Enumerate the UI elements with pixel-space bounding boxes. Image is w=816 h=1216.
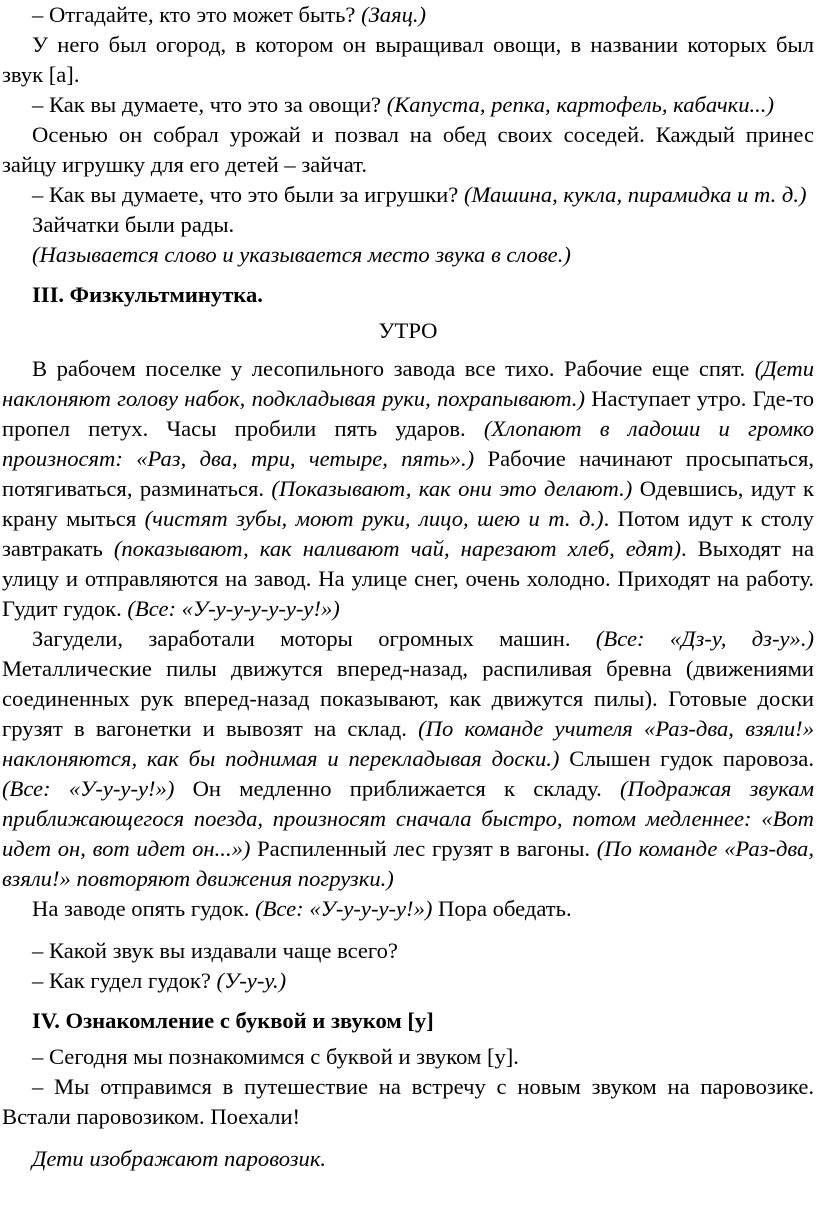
paragraph-riddle: – Отгадайте, кто это может быть? (Заяц.) xyxy=(32,2,427,27)
italic-run: (Все: «У-у-у-у-у-у-у!») xyxy=(127,596,340,621)
text-run: Он медленно приближается к складу. xyxy=(174,776,620,801)
paragraph-instruction: (Называется слово и указывается место звука в слове.) xyxy=(32,242,571,267)
story-paragraph-2 xyxy=(2,624,814,894)
text-run: Слышен гудок паровоза. xyxy=(559,746,814,771)
text-run: В рабочем поселке у лесопильного завода все тихо. Рабочие еще спят. xyxy=(32,356,755,381)
text-run: Загудели, заработали моторы огромных машин. xyxy=(32,626,596,651)
text-run: . Потом идут к столу завтракать xyxy=(2,506,814,561)
text-run: Металлические пилы движутся вперед-назад, распиливая бревна (движениями соединенных рук вперед-назад показывают, как движутся пилы). Готовые доски грузят в вагонетки и вывозят на склад. xyxy=(2,656,814,741)
italic-run: (По команде «Раз-два, взяли!» повторяют движения погрузки.) xyxy=(2,836,815,891)
story-title: УТРО xyxy=(378,318,438,343)
section-heading-3: III. Физкультминутка. xyxy=(32,282,263,307)
text-run: Одевшись, идут к крану мыться xyxy=(2,476,814,531)
teacher-line-1: – Сегодня мы познакомимся с буквой и звуком [у]. xyxy=(32,1044,519,1069)
paragraph-toys: – Как вы думаете, что это были за игрушки? (Машина, кукла, пирамидка и т. д.) xyxy=(32,182,807,207)
teacher-line-2: – Мы отправимся в путешествие на встречу с новым звуком на паровозике. Встали паровозиком. Поехали! xyxy=(2,1074,814,1129)
italic-run: (Показывают, как они это делают.) xyxy=(271,476,633,501)
stage-direction: Дети изображают паровозик. xyxy=(32,1146,327,1171)
italic-run: (Все: «Дз-у, дз-у».) xyxy=(595,626,815,651)
italic-run: (По команде учителя «Раз-два, взяли!» наклоняются, как бы поднимая и перекладывая доски.) xyxy=(2,716,814,771)
section-heading-4: IV. Ознакомление с буквой и звуком [у] xyxy=(32,1008,434,1033)
text-run: Распиленный лес грузят в вагоны. xyxy=(250,836,597,861)
paragraph-vegetables: – Как вы думаете, что это за овощи? (Капуста, репка, картофель, кабачки...) xyxy=(32,92,774,117)
italic-run: (Все: «У-у-у-у!») xyxy=(2,776,175,801)
italic-run: (Все: «У-у-у-у-у!») xyxy=(255,896,433,921)
italic-run: (Хлопают в ладоши и громко произносят: «Раз, два, три, четыре, пять».) xyxy=(2,416,815,471)
italic-run: (Дети наклоняют голову набок, подкладывая руки, похрапывают.) xyxy=(2,356,814,411)
text-run: На заводе опять гудок. xyxy=(32,896,256,921)
paragraph-happy: Зайчатки были рады. xyxy=(32,212,235,237)
paragraph-garden: У него был огород, в котором он выращивал овощи, в названии которых был звук [а]. xyxy=(2,32,814,87)
story-paragraph-3 xyxy=(2,894,814,924)
paragraph-harvest: Осенью он собрал урожай и позвал на обед своих соседей. Каждый принес зайцу игрушку для его детей – зайчат. xyxy=(2,122,814,177)
text-run: Рабочие начинают просыпаться, потягиваться, разминаться. xyxy=(2,446,815,501)
question-1: – Какой звук вы издавали чаще всего? xyxy=(32,938,398,963)
text-run: . Выходят на улицу и отправляются на завод. На улице снег, очень холодно. Приходят на работу. Гудит гудок. xyxy=(2,536,814,621)
story-paragraph-1 xyxy=(2,354,814,624)
question-2: – Как гудел гудок? (У-у-у.) xyxy=(32,968,287,993)
text-run: Наступает утро. Где-то пропел петух. Часы пробили пять ударов. xyxy=(2,386,814,441)
italic-run: (показывают, как наливают чай, нарезают хлеб, едят) xyxy=(113,536,682,561)
italic-run: (Подражая звукам приближающегося поезда, произносят сначала быстро, потом медленнее: «Вот идет он, вот идет он...») xyxy=(2,776,814,861)
italic-run: (чистят зубы, моют руки, лицо, шею и т. д.) xyxy=(144,506,604,531)
text-run: Пора обедать. xyxy=(432,896,572,921)
